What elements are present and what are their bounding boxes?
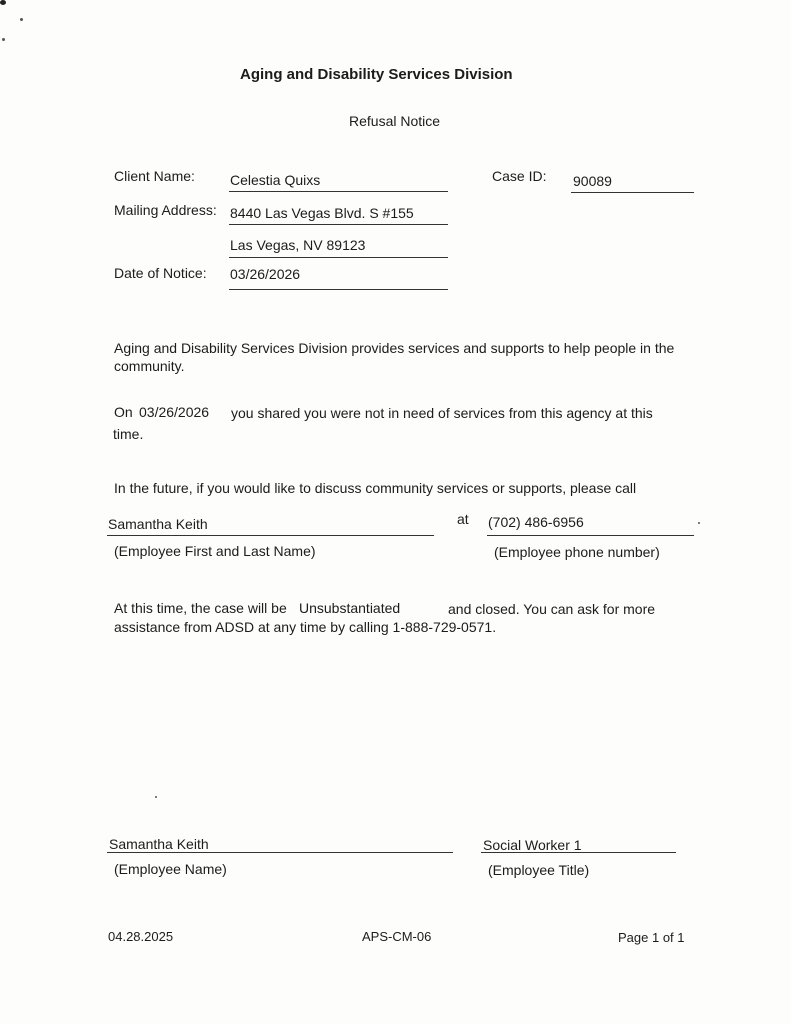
scan-speck — [698, 522, 700, 524]
employee-name-caption: (Employee First and Last Name) — [114, 543, 316, 559]
scan-artifact — [0, 0, 6, 5]
signature-name-underline — [107, 852, 453, 853]
address-line1: 8440 Las Vegas Blvd. S #155 — [230, 205, 414, 221]
employee-phone: (702) 486-6956 — [488, 514, 584, 530]
client-name-value: Celestia Quixs — [230, 172, 321, 188]
employee-phone-caption: (Employee phone number) — [494, 544, 660, 560]
employee-name: Samantha Keith — [108, 516, 208, 532]
case-id-value: 90089 — [573, 173, 612, 189]
date-of-notice-value: 03/26/2026 — [230, 266, 301, 282]
employee-name-underline — [107, 535, 434, 536]
at-label: at — [457, 511, 469, 527]
client-name-underline — [229, 191, 448, 192]
mailing-address-label: Mailing Address: — [114, 202, 217, 218]
scan-speck — [155, 796, 157, 798]
footer-date: 04.28.2025 — [108, 929, 174, 944]
date-of-notice-label: Date of Notice: — [114, 265, 207, 281]
signature-name: Samantha Keith — [109, 836, 209, 852]
employee-phone-underline — [487, 535, 694, 536]
footer-form-code: APS-CM-06 — [362, 929, 432, 944]
future-contact-text: In the future, if you would like to discuss community services or supports, please call — [114, 480, 637, 496]
scan-speck — [2, 38, 5, 41]
case-id-underline — [571, 192, 694, 193]
date-of-notice-underline — [229, 289, 448, 290]
document-subtitle: Refusal Notice — [349, 113, 441, 129]
signature-title-underline — [481, 852, 676, 853]
refusal-statement: you shared you were not in need of services from this agency at this — [231, 405, 653, 421]
on-date: 03/26/2026 — [139, 404, 210, 420]
case-status: Unsubstantiated — [299, 600, 401, 616]
case-id-label: Case ID: — [492, 168, 547, 184]
address-line2: Las Vegas, NV 89123 — [230, 237, 366, 253]
footer-page-number: Page 1 of 1 — [618, 930, 685, 945]
case-status-prefix: At this time, the case will be — [114, 600, 287, 616]
signature-name-caption: (Employee Name) — [114, 861, 227, 877]
case-status-suffix: and closed. You can ask for more — [448, 601, 656, 617]
address-line1-underline — [229, 224, 448, 225]
on-label: On — [114, 404, 133, 420]
refusal-statement-end: time. — [113, 426, 144, 442]
agency-title: Aging and Disability Services Division — [240, 66, 513, 83]
signature-title: Social Worker 1 — [483, 837, 582, 853]
address-line2-underline — [229, 257, 448, 258]
intro-paragraph: Aging and Disability Services Division provides services and supports to help people in the community. — [114, 340, 675, 374]
scan-speck — [20, 18, 23, 21]
signature-title-caption: (Employee Title) — [488, 862, 590, 878]
assistance-line: assistance from ADSD at any time by calling 1-888-729-0571. — [114, 619, 497, 635]
client-name-label: Client Name: — [114, 168, 195, 184]
